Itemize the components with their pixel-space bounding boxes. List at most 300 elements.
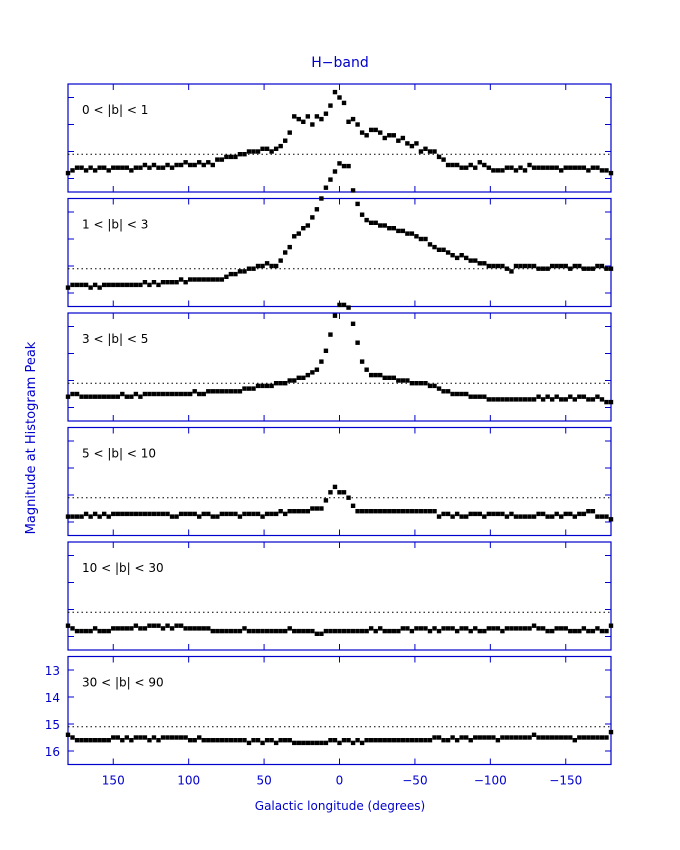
data-point <box>450 253 454 257</box>
data-point <box>383 509 387 513</box>
data-point <box>125 283 129 287</box>
data-point <box>469 738 473 742</box>
data-point <box>414 626 418 630</box>
data-point <box>600 514 604 518</box>
data-point <box>269 512 273 516</box>
data-point <box>102 395 106 399</box>
data-point <box>211 514 215 518</box>
data-point <box>79 629 83 633</box>
data-point <box>156 392 160 396</box>
data-point <box>405 509 409 513</box>
data-point <box>116 395 120 399</box>
data-point <box>487 512 491 516</box>
data-point <box>310 629 314 633</box>
data-point <box>220 389 224 393</box>
data-point <box>260 264 264 268</box>
data-point <box>360 741 364 745</box>
data-point <box>265 629 269 633</box>
data-point <box>229 272 233 276</box>
data-point <box>568 735 572 739</box>
data-point <box>301 741 305 745</box>
data-point <box>419 237 423 241</box>
data-point <box>211 629 215 633</box>
y-tick-label: 15 <box>44 718 60 732</box>
data-point <box>482 735 486 739</box>
data-point <box>297 509 301 513</box>
data-point <box>346 496 350 500</box>
data-point <box>297 741 301 745</box>
data-point <box>143 163 147 167</box>
data-point <box>432 384 436 388</box>
data-point <box>545 166 549 170</box>
data-point <box>188 738 192 742</box>
data-point <box>170 392 174 396</box>
data-point <box>93 512 97 516</box>
data-point <box>328 490 332 494</box>
panel-label: 1 < |b| < 3 <box>82 217 149 232</box>
data-point <box>342 303 346 307</box>
data-point <box>446 389 450 393</box>
panel-frame <box>68 657 611 765</box>
data-point <box>125 735 129 739</box>
data-point <box>66 733 70 737</box>
data-point <box>265 147 269 151</box>
data-point <box>75 392 79 396</box>
data-point <box>278 258 282 262</box>
data-point <box>491 512 495 516</box>
panel <box>66 161 613 306</box>
data-point <box>102 738 106 742</box>
data-point <box>514 735 518 739</box>
data-point <box>595 735 599 739</box>
data-point <box>337 95 341 99</box>
data-point <box>202 392 206 396</box>
data-point <box>383 376 387 380</box>
data-point <box>450 735 454 739</box>
data-point <box>120 626 124 630</box>
data-point <box>536 395 540 399</box>
data-point <box>378 223 382 227</box>
data-point <box>66 514 70 518</box>
data-point <box>428 149 432 153</box>
data-point <box>129 512 133 516</box>
data-point <box>188 392 192 396</box>
data-point <box>260 629 264 633</box>
data-point <box>419 509 423 513</box>
data-point <box>129 168 133 172</box>
data-point <box>306 114 310 118</box>
data-point <box>482 163 486 167</box>
data-point <box>156 738 160 742</box>
data-point <box>211 277 215 281</box>
data-point <box>555 166 559 170</box>
data-point <box>111 512 115 516</box>
x-tick-label: −100 <box>473 773 507 788</box>
data-point <box>423 738 427 742</box>
data-point <box>179 277 183 281</box>
panel-frame <box>68 313 611 421</box>
data-point <box>564 397 568 401</box>
data-point <box>428 384 432 388</box>
data-point <box>233 155 237 159</box>
data-point <box>378 130 382 134</box>
data-point <box>152 392 156 396</box>
data-point <box>152 512 156 516</box>
data-point <box>333 738 337 742</box>
data-point <box>315 632 319 636</box>
data-point <box>496 168 500 172</box>
panel-label: 3 < |b| < 5 <box>82 332 149 346</box>
panel-label: 10 < |b| < 30 <box>82 561 164 575</box>
data-point <box>306 373 310 377</box>
data-point <box>392 509 396 513</box>
data-point <box>224 738 228 742</box>
data-point <box>505 626 509 630</box>
data-point <box>441 512 445 516</box>
data-point <box>111 166 115 170</box>
data-point <box>233 272 237 276</box>
data-point <box>482 629 486 633</box>
data-point <box>134 283 138 287</box>
data-point <box>509 397 513 401</box>
data-point <box>179 624 183 628</box>
data-point <box>559 168 563 172</box>
data-point <box>487 626 491 630</box>
data-point <box>441 738 445 742</box>
data-point <box>70 735 74 739</box>
data-point <box>70 626 74 630</box>
data-point <box>432 509 436 513</box>
data-point <box>355 509 359 513</box>
data-point <box>211 738 215 742</box>
data-point <box>233 738 237 742</box>
data-point <box>491 626 495 630</box>
data-point <box>559 514 563 518</box>
data-point <box>364 368 368 372</box>
data-point <box>70 283 74 287</box>
data-point <box>568 267 572 271</box>
data-point <box>432 626 436 630</box>
data-point <box>527 264 531 268</box>
data-point <box>134 392 138 396</box>
data-point <box>297 117 301 121</box>
data-point <box>500 168 504 172</box>
data-point <box>527 397 531 401</box>
data-point <box>278 629 282 633</box>
data-point <box>387 738 391 742</box>
data-point <box>604 168 608 172</box>
data-point <box>360 629 364 633</box>
data-point <box>147 166 151 170</box>
data-point <box>532 733 536 737</box>
data-point <box>482 261 486 265</box>
data-point <box>432 245 436 249</box>
data-point <box>392 226 396 230</box>
data-point <box>242 386 246 390</box>
data-point <box>88 514 92 518</box>
data-point <box>364 509 368 513</box>
data-point <box>505 267 509 271</box>
data-point <box>265 512 269 516</box>
data-point <box>319 506 323 510</box>
data-point <box>310 506 314 510</box>
data-point <box>600 264 604 268</box>
data-point <box>523 397 527 401</box>
data-point <box>582 166 586 170</box>
data-point <box>396 139 400 143</box>
data-point <box>455 163 459 167</box>
data-point <box>604 400 608 404</box>
data-point <box>79 514 83 518</box>
data-point <box>224 512 228 516</box>
data-point <box>93 168 97 172</box>
data-point <box>147 392 151 396</box>
data-point <box>202 738 206 742</box>
data-point <box>310 122 314 126</box>
data-point <box>568 629 572 633</box>
data-point <box>500 512 504 516</box>
data-point <box>450 514 454 518</box>
data-point <box>179 512 183 516</box>
data-point <box>188 626 192 630</box>
data-point <box>478 261 482 265</box>
panel <box>66 84 613 192</box>
data-point <box>111 626 115 630</box>
data-point <box>251 267 255 271</box>
data-point <box>473 258 477 262</box>
data-point <box>188 277 192 281</box>
data-point <box>211 389 215 393</box>
data-point <box>555 735 559 739</box>
data-point <box>446 250 450 254</box>
data-point <box>455 392 459 396</box>
data-point <box>174 735 178 739</box>
data-point <box>97 285 101 289</box>
data-point <box>147 738 151 742</box>
data-point <box>401 626 405 630</box>
data-point <box>315 368 319 372</box>
data-point <box>500 397 504 401</box>
panel-label: 5 < |b| < 10 <box>82 446 156 461</box>
data-point <box>66 171 70 175</box>
data-point <box>455 629 459 633</box>
data-point <box>125 512 129 516</box>
data-point <box>346 629 350 633</box>
data-point <box>392 629 396 633</box>
data-point <box>346 120 350 124</box>
data-point <box>206 512 210 516</box>
data-point <box>260 741 264 745</box>
data-point <box>337 161 341 165</box>
data-point <box>215 389 219 393</box>
data-point <box>514 168 518 172</box>
data-point <box>369 509 373 513</box>
data-point <box>310 741 314 745</box>
data-point <box>582 626 586 630</box>
data-point <box>152 735 156 739</box>
data-point <box>600 397 604 401</box>
data-point <box>102 512 106 516</box>
data-point <box>469 395 473 399</box>
data-point <box>215 277 219 281</box>
data-point <box>374 738 378 742</box>
data-point <box>301 629 305 633</box>
data-point <box>437 386 441 390</box>
data-point <box>360 509 364 513</box>
data-point <box>355 738 359 742</box>
data-point <box>541 735 545 739</box>
data-point <box>183 735 187 739</box>
data-point <box>233 389 237 393</box>
data-point <box>238 738 242 742</box>
data-point <box>188 512 192 516</box>
data-point <box>224 389 228 393</box>
data-point <box>455 256 459 260</box>
data-point <box>88 738 92 742</box>
data-point <box>233 512 237 516</box>
data-point <box>577 512 581 516</box>
data-point <box>609 730 613 734</box>
data-point <box>107 629 111 633</box>
data-point <box>364 738 368 742</box>
data-point <box>591 629 595 633</box>
data-point <box>364 218 368 222</box>
data-point <box>423 147 427 151</box>
data-point <box>278 738 282 742</box>
data-point <box>156 283 160 287</box>
data-point <box>387 226 391 230</box>
data-point <box>550 166 554 170</box>
data-point <box>464 735 468 739</box>
data-point <box>351 322 355 326</box>
data-point <box>206 277 210 281</box>
data-point <box>432 735 436 739</box>
data-point <box>555 395 559 399</box>
panel-frame <box>68 199 611 307</box>
data-point <box>518 397 522 401</box>
data-point <box>84 395 88 399</box>
panel <box>45 657 613 788</box>
data-point <box>401 738 405 742</box>
y-axis-label: Magnitude at Histogram Peak <box>24 341 39 535</box>
data-point <box>337 303 341 307</box>
data-point <box>156 512 160 516</box>
panel-label: 30 < |b| < 90 <box>82 675 164 690</box>
data-point <box>170 514 174 518</box>
data-point <box>170 735 174 739</box>
data-point <box>97 738 101 742</box>
data-point <box>401 136 405 140</box>
data-point <box>111 395 115 399</box>
data-point <box>75 514 79 518</box>
data-point <box>107 514 111 518</box>
data-point <box>97 166 101 170</box>
data-point <box>604 267 608 271</box>
data-point <box>125 626 129 630</box>
data-point <box>428 509 432 513</box>
x-tick-label: −50 <box>402 773 428 788</box>
data-point <box>278 144 282 148</box>
data-point <box>202 626 206 630</box>
data-point <box>152 280 156 284</box>
data-point <box>419 381 423 385</box>
data-point <box>591 397 595 401</box>
data-point <box>464 626 468 630</box>
data-point <box>419 738 423 742</box>
data-point <box>324 498 328 502</box>
data-point <box>315 741 319 745</box>
data-point <box>387 133 391 137</box>
data-point <box>79 738 83 742</box>
data-point <box>446 163 450 167</box>
data-point <box>559 264 563 268</box>
data-point <box>224 629 228 633</box>
data-point <box>559 397 563 401</box>
data-point <box>197 277 201 281</box>
data-point <box>107 738 111 742</box>
data-point <box>441 626 445 630</box>
data-point <box>586 509 590 513</box>
data-point <box>573 738 577 742</box>
data-point <box>478 735 482 739</box>
data-point <box>161 512 165 516</box>
data-point <box>505 735 509 739</box>
data-point <box>306 741 310 745</box>
data-point <box>79 395 83 399</box>
data-point <box>545 514 549 518</box>
data-point <box>138 735 142 739</box>
data-point <box>464 392 468 396</box>
y-tick-label: 16 <box>44 745 60 759</box>
data-point <box>156 166 160 170</box>
data-point <box>591 166 595 170</box>
data-point <box>423 626 427 630</box>
data-point <box>441 248 445 252</box>
data-point <box>197 392 201 396</box>
data-point <box>604 735 608 739</box>
data-point <box>450 163 454 167</box>
data-point <box>183 392 187 396</box>
data-point <box>188 163 192 167</box>
data-point <box>75 629 79 633</box>
data-point <box>595 395 599 399</box>
data-point <box>116 283 120 287</box>
data-point <box>573 166 577 170</box>
data-point <box>247 741 251 745</box>
data-point <box>324 112 328 116</box>
data-point <box>84 738 88 742</box>
data-point <box>197 160 201 164</box>
data-point <box>541 267 545 271</box>
data-point <box>183 160 187 164</box>
data-point <box>532 264 536 268</box>
data-point <box>288 626 292 630</box>
data-point <box>120 392 124 396</box>
data-point <box>568 395 572 399</box>
data-point <box>179 735 183 739</box>
data-point <box>414 738 418 742</box>
data-point <box>509 269 513 273</box>
data-point <box>577 264 581 268</box>
data-point <box>441 389 445 393</box>
data-point <box>152 624 156 628</box>
data-point <box>116 512 120 516</box>
data-point <box>211 163 215 167</box>
data-point <box>129 738 133 742</box>
data-point <box>450 392 454 396</box>
data-point <box>355 341 359 345</box>
data-point <box>170 280 174 284</box>
